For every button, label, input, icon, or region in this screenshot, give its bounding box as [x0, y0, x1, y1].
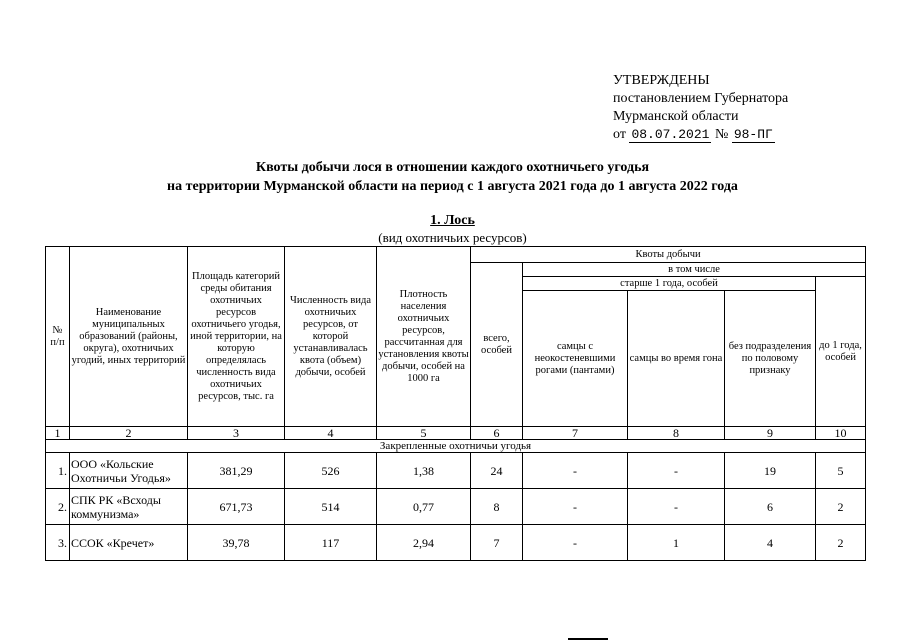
title-line-2: на территории Мурманской области на период с 1 августа 2021 года до 1 августа 2022 года	[167, 179, 738, 194]
column-number-row	[46, 427, 866, 440]
approval-date-line	[613, 126, 788, 144]
document-title	[0, 158, 905, 196]
row-nosex: 4	[725, 525, 816, 561]
row-density: 0,77	[377, 489, 471, 525]
row-count: 514	[285, 489, 377, 525]
row-index: 2.	[46, 489, 70, 525]
col-number: 9	[725, 427, 816, 440]
table-row	[46, 525, 866, 561]
title-line-1: Квоты добычи лося в отношении каждого охотничьего угодья	[255, 160, 650, 175]
header-quotas: Квоты добычи	[471, 247, 866, 263]
row-under1: 2	[816, 489, 866, 525]
approval-line-2: Мурманской области	[613, 109, 739, 124]
approval-date: 08.07.2021	[631, 127, 710, 142]
approval-stamp	[613, 72, 788, 144]
row-count: 526	[285, 453, 377, 489]
row-rut: -	[628, 489, 725, 525]
row-name: ООО «Кольские Охотничьи Угодья»	[70, 453, 188, 489]
table-row	[46, 453, 866, 489]
col-number: 8	[628, 427, 725, 440]
header-including: в том числе	[523, 263, 866, 277]
header-area: Площадь категорий среды обитания охотничьих ресурсов охотничьего угодья, иной территории, на которую определялась численность вида охотничьих ресурсов, тыс. га	[188, 247, 285, 427]
row-antlers: -	[523, 489, 628, 525]
header-num: № п/п	[46, 247, 70, 427]
date-prefix: от	[613, 127, 626, 142]
table-row	[46, 489, 866, 525]
col-number: 1	[46, 427, 70, 440]
species-note: (вид охотничьих ресурсов)	[378, 230, 527, 245]
section-row	[46, 440, 866, 453]
header-males-rut: самцы во время гона	[628, 291, 725, 427]
row-density: 1,38	[377, 453, 471, 489]
row-total: 24	[471, 453, 523, 489]
header-under1: до 1 года, особей	[816, 277, 866, 427]
number-prefix: №	[714, 127, 729, 142]
row-total: 7	[471, 525, 523, 561]
row-under1: 5	[816, 453, 866, 489]
row-name: ССОК «Кречет»	[70, 525, 188, 561]
col-number: 4	[285, 427, 377, 440]
approval-line-1: постановлением Губернатора	[613, 91, 789, 106]
row-total: 8	[471, 489, 523, 525]
col-number: 2	[70, 427, 188, 440]
row-density: 2,94	[377, 525, 471, 561]
row-under1: 2	[816, 525, 866, 561]
row-nosex: 19	[725, 453, 816, 489]
header-density: Плотность населения охотничьих ресурсов, рассчитанная для установления квоты добычи, особей на 1000 га	[377, 247, 471, 427]
row-antlers: -	[523, 525, 628, 561]
row-area: 39,78	[188, 525, 285, 561]
col-number: 5	[377, 427, 471, 440]
approval-number: 98-ПГ	[733, 127, 773, 142]
row-nosex: 6	[725, 489, 816, 525]
header-older: старше 1 года, особей	[523, 277, 816, 291]
row-rut: -	[628, 453, 725, 489]
quota-table	[45, 246, 866, 561]
section-title: Закрепленные охотничьи угодья	[46, 440, 866, 453]
header-name: Наименование муниципальных образований (районы, округа), охотничьих угодий, иных территорий	[70, 247, 188, 427]
row-area: 671,73	[188, 489, 285, 525]
row-area: 381,29	[188, 453, 285, 489]
row-name: СПК РК «Всходы коммунизма»	[70, 489, 188, 525]
row-index: 3.	[46, 525, 70, 561]
header-antlers: самцы с неокостеневшими рогами (пантами)	[523, 291, 628, 427]
species-heading	[0, 212, 905, 246]
header-no-sex: без подразделения по половому признаку	[725, 291, 816, 427]
approval-heading: УТВЕРЖДЕНЫ	[613, 73, 710, 88]
row-rut: 1	[628, 525, 725, 561]
col-number: 6	[471, 427, 523, 440]
col-number: 3	[188, 427, 285, 440]
row-count: 117	[285, 525, 377, 561]
header-count: Численность вида охотничьих ресурсов, от которой устанавливалась квота (объем) добычи, особей	[285, 247, 377, 427]
col-number: 7	[523, 427, 628, 440]
row-antlers: -	[523, 453, 628, 489]
col-number: 10	[816, 427, 866, 440]
header-total: всего, особей	[471, 263, 523, 427]
row-index: 1.	[46, 453, 70, 489]
species-name: 1. Лось	[430, 213, 475, 228]
